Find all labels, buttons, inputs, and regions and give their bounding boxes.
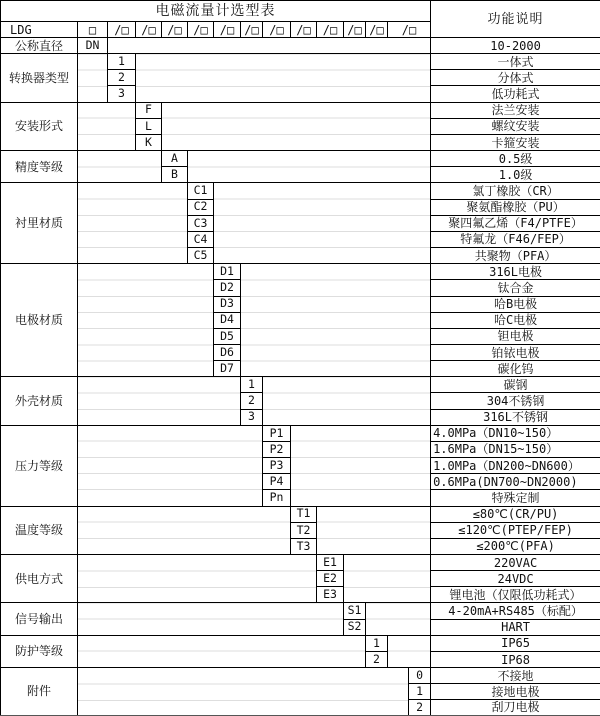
desc-cell: 接地电极 [431, 684, 600, 700]
desc-cell: 低功耗式 [431, 86, 600, 102]
code-cell: DN [78, 38, 108, 54]
desc-cell: 哈B电极 [431, 296, 600, 312]
model-slot: /□ [136, 22, 162, 38]
desc-cell: 4.0MPa（DN10~150） [431, 425, 600, 441]
empty-region [162, 102, 431, 150]
desc-cell: 钽电极 [431, 328, 600, 344]
code-cell: 1 [366, 635, 388, 651]
model-slot: /□ [263, 22, 291, 38]
desc-cell: 刮刀电极 [431, 700, 600, 716]
model-slot: /□ [317, 22, 344, 38]
desc-cell: 铂铱电极 [431, 344, 600, 360]
desc-cell: HART [431, 619, 600, 635]
code-cell: 2 [409, 700, 431, 716]
desc-cell: 共聚物（PFA） [431, 248, 600, 264]
empty-region [78, 555, 317, 603]
desc-cell: 钛合金 [431, 280, 600, 296]
desc-cell: 特殊定制 [431, 490, 600, 506]
desc-cell: IP68 [431, 651, 600, 667]
table-title: 电磁流量计选型表 [1, 1, 431, 22]
empty-region [263, 377, 431, 425]
code-cell: D6 [214, 344, 241, 360]
empty-region [188, 151, 431, 183]
code-cell: 2 [241, 393, 263, 409]
desc-cell: 4-20mA+RS485（标配） [431, 603, 600, 619]
empty-region [78, 635, 366, 667]
code-cell: 1 [241, 377, 263, 393]
desc-cell: 1.0MPa（DN200~DN600） [431, 458, 600, 474]
code-cell: 2 [366, 651, 388, 667]
empty-region [78, 151, 162, 183]
code-cell: D4 [214, 312, 241, 328]
table-row [1, 555, 600, 571]
code-cell: D7 [214, 361, 241, 377]
desc-cell: 1.0级 [431, 167, 600, 183]
model-slot: /□ [291, 22, 317, 38]
desc-cell: 聚氨酯橡胶（PU） [431, 199, 600, 215]
desc-cell: ≤200℃(PFA) [431, 538, 600, 554]
table-row [1, 38, 600, 54]
code-cell: T3 [291, 538, 317, 554]
title-row [1, 1, 600, 22]
desc-cell: 螺纹安装 [431, 118, 600, 134]
table-row [1, 102, 600, 118]
empty-region [214, 183, 431, 264]
desc-cell: 氯丁橡胶（CR） [431, 183, 600, 199]
code-cell: K [136, 134, 162, 150]
model-slot: /□ [108, 22, 136, 38]
empty-region [78, 425, 263, 506]
group-name: 安装形式 [1, 102, 78, 150]
desc-cell: 聚四氟乙烯（F4/PTFE） [431, 215, 600, 231]
table-row [1, 668, 600, 684]
desc-cell: 不接地 [431, 668, 600, 684]
table-row [1, 54, 600, 70]
code-cell: D5 [214, 328, 241, 344]
group-name: 电极材质 [1, 264, 78, 377]
code-cell: 3 [108, 86, 136, 102]
group-name: 精度等级 [1, 151, 78, 183]
desc-cell: 316L电极 [431, 264, 600, 280]
code-cell: C4 [188, 231, 214, 247]
group-name: 转换器类型 [1, 54, 78, 102]
group-name: 防护等级 [1, 635, 78, 667]
group-name: 衬里材质 [1, 183, 78, 264]
code-cell: D1 [214, 264, 241, 280]
code-cell: S2 [344, 619, 366, 635]
code-cell: C2 [188, 199, 214, 215]
table-row [1, 425, 600, 441]
empty-region [78, 506, 291, 554]
empty-region [291, 425, 431, 506]
code-cell: P4 [263, 474, 291, 490]
code-cell: 2 [108, 70, 136, 86]
code-cell: L [136, 118, 162, 134]
code-cell: 1 [409, 684, 431, 700]
group-name: 公称直径 [1, 38, 78, 54]
code-cell: T1 [291, 506, 317, 522]
group-name: 信号输出 [1, 603, 78, 635]
empty-region [78, 603, 344, 635]
empty-region [366, 603, 431, 635]
model-slot: /□ [162, 22, 188, 38]
code-cell: B [162, 167, 188, 183]
empty-region [108, 38, 431, 54]
empty-region [78, 377, 241, 425]
desc-cell: IP65 [431, 635, 600, 651]
code-cell: 3 [241, 409, 263, 425]
code-cell: T2 [291, 522, 317, 538]
model-slot: /□ [214, 22, 241, 38]
group-name: 外壳材质 [1, 377, 78, 425]
model-slot: /□ [188, 22, 214, 38]
code-cell: P1 [263, 425, 291, 441]
desc-cell: 316L不锈钢 [431, 409, 600, 425]
model-prefix: LDG [1, 22, 78, 38]
desc-cell: ≤120℃(PTEP/FEP) [431, 522, 600, 538]
desc-cell: 一体式 [431, 54, 600, 70]
function-column-header: 功能说明 [431, 1, 600, 38]
code-cell: D3 [214, 296, 241, 312]
model-slot: /□ [366, 22, 388, 38]
group-name: 压力等级 [1, 425, 78, 506]
code-cell: Pn [263, 490, 291, 506]
desc-cell: 304不锈钢 [431, 393, 600, 409]
code-cell: P3 [263, 458, 291, 474]
empty-region [136, 54, 431, 102]
empty-region [78, 54, 108, 102]
code-cell: C1 [188, 183, 214, 199]
code-cell: C3 [188, 215, 214, 231]
code-cell: E3 [317, 587, 344, 603]
code-cell: 1 [108, 54, 136, 70]
code-cell: S1 [344, 603, 366, 619]
empty-region [78, 183, 188, 264]
table-row [1, 506, 600, 522]
desc-cell: 卡箍安装 [431, 134, 600, 150]
model-slot: /□ [388, 22, 431, 38]
code-cell: P2 [263, 441, 291, 457]
empty-region [241, 264, 431, 377]
model-slot: /□ [241, 22, 263, 38]
empty-region [317, 506, 431, 554]
desc-cell: 锂电池（仅限低功耗式） [431, 587, 600, 603]
desc-cell: ≤80℃(CR/PU) [431, 506, 600, 522]
group-name: 供电方式 [1, 555, 78, 603]
desc-cell: 1.6MPa（DN15~150） [431, 441, 600, 457]
desc-cell: 0.5级 [431, 151, 600, 167]
table-row [1, 377, 600, 393]
table-row [1, 635, 600, 651]
model-slot: /□ [344, 22, 366, 38]
empty-region [78, 264, 214, 377]
desc-cell: 0.6MPa(DN700~DN2000) [431, 474, 600, 490]
table-row [1, 264, 600, 280]
desc-cell: 10-2000 [431, 38, 600, 54]
code-cell: D2 [214, 280, 241, 296]
table-row [1, 151, 600, 167]
desc-cell: 分体式 [431, 70, 600, 86]
model-base-box: □ [78, 22, 108, 38]
table-row [1, 603, 600, 619]
group-name: 温度等级 [1, 506, 78, 554]
empty-region [344, 555, 431, 603]
code-cell: 0 [409, 668, 431, 684]
desc-cell: 碳化钨 [431, 361, 600, 377]
code-cell: E1 [317, 555, 344, 571]
desc-cell: 24VDC [431, 571, 600, 587]
empty-region [388, 635, 431, 667]
code-cell: E2 [317, 571, 344, 587]
desc-cell: 220VAC [431, 555, 600, 571]
empty-region [78, 102, 136, 150]
empty-region [78, 668, 409, 716]
desc-cell: 法兰安装 [431, 102, 600, 118]
code-cell: C5 [188, 248, 214, 264]
desc-cell: 碳钢 [431, 377, 600, 393]
desc-cell: 特氟龙（F46/FEP） [431, 231, 600, 247]
desc-cell: 哈C电极 [431, 312, 600, 328]
table-row [1, 183, 600, 199]
group-name: 附件 [1, 668, 78, 716]
code-cell: F [136, 102, 162, 118]
code-cell: A [162, 151, 188, 167]
